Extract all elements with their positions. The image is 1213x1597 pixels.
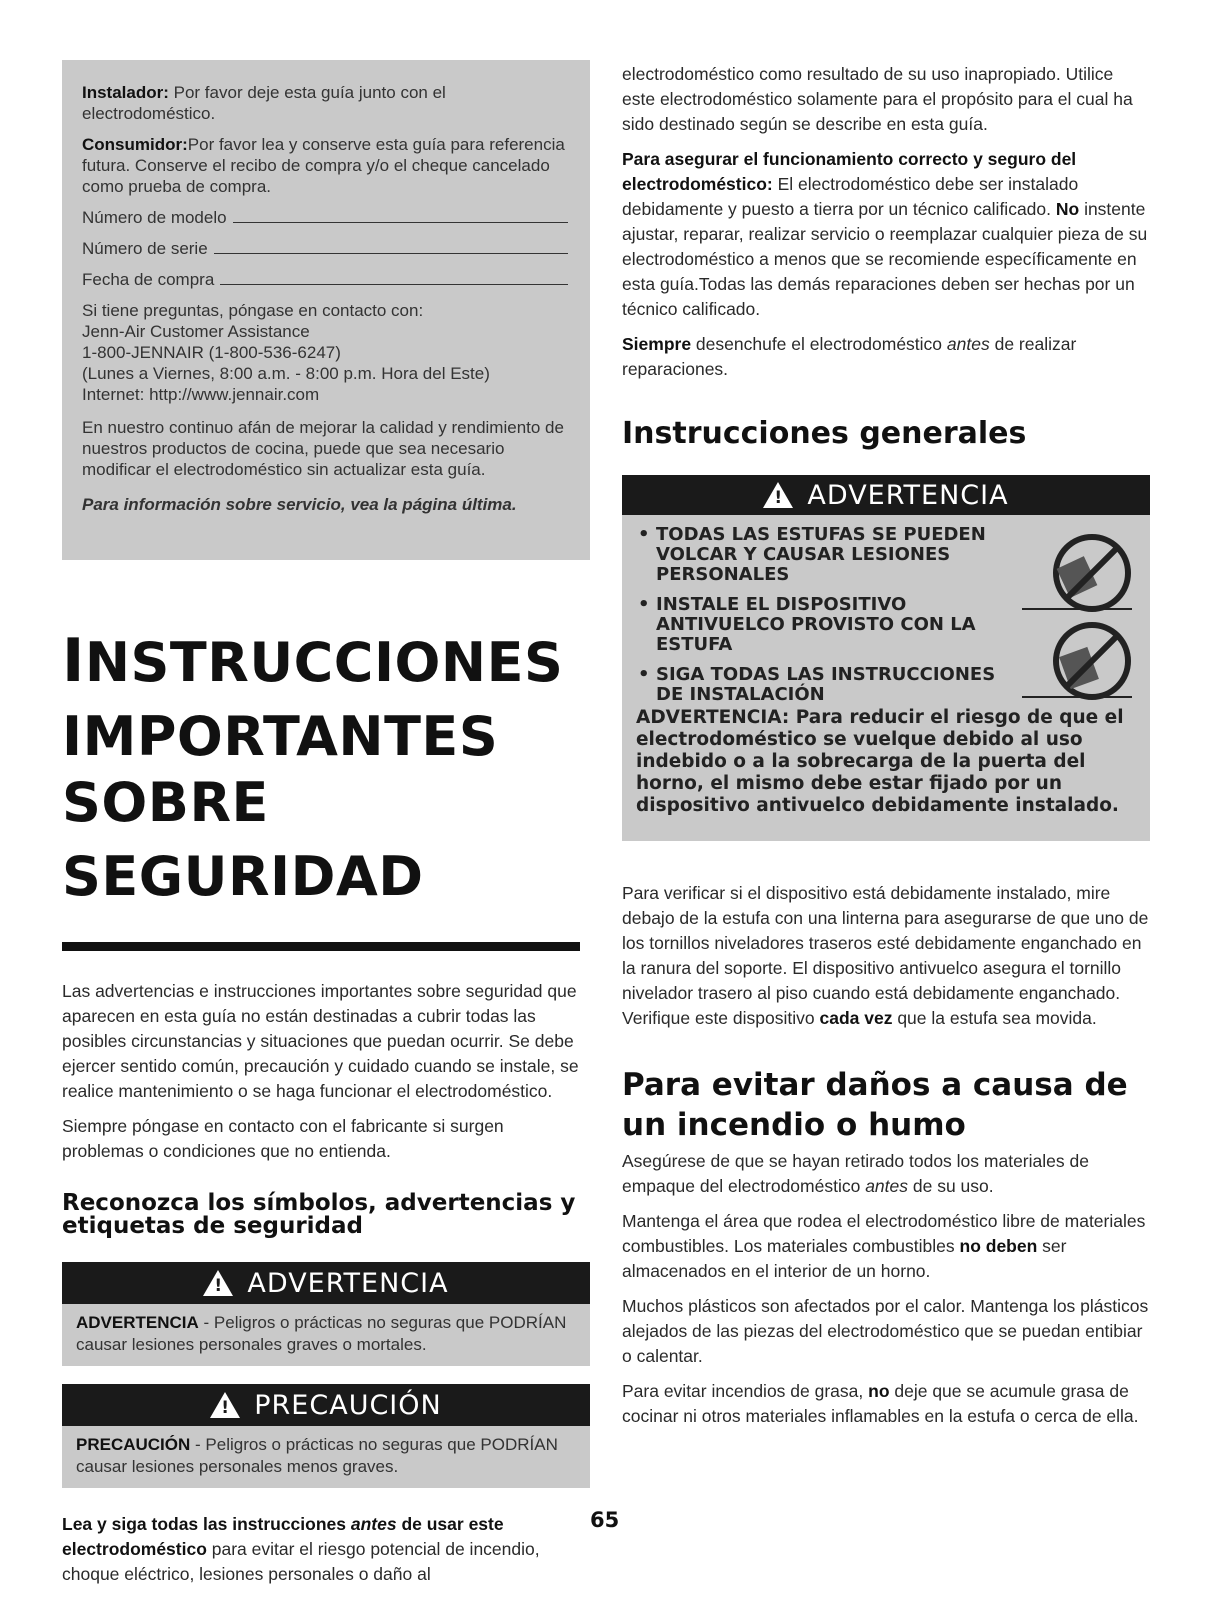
- caution-definition-box: [62, 1384, 590, 1488]
- anti-tip-warning-box: [622, 475, 1150, 841]
- anti-tip-device-icon: [1022, 621, 1132, 701]
- warning-triangle-icon: !: [210, 1392, 240, 1418]
- improvement-note: En nuestro continuo afán de mejorar la calidad y rendimiento de nuestros productos de cocina, puede que sea necesario modificar el electrodoméstico sin actualizar esta guía.: [82, 418, 564, 479]
- contact-manufacturer-paragraph: Siempre póngase en contacto con el fabricante si surgen problemas o condiciones que no entienda.: [62, 1116, 504, 1161]
- installation-paragraph: Para asegurar el funcionamiento correcto y seguro del electrodoméstico: El electrodoméstico debe ser instalado debidamente y puesto a tierra por un técnico calificado. No instente ajustar, reparar, realizar servicio o reemplazar cualquier pieza de su electrodoméstico a menos que se recomiende específicamente en esta guía.Todas las demás reparaciones deben ser hechas por un técnico calificado.: [622, 149, 1148, 319]
- left-column: [62, 60, 590, 1597]
- owner-info-box: [62, 60, 590, 560]
- purchase-date-field: Fecha de compra: [82, 269, 568, 290]
- title-divider: [62, 942, 580, 951]
- consumer-note: Consumidor:Por favor lea y conserve esta guía para referencia futura. Conserve el recibo de compra y/o el cheque cancelado como prueba de compra.: [82, 135, 565, 196]
- installer-note: Instalador: Por favor deje esta guía junto con el electrodoméstico.: [82, 83, 446, 123]
- anti-tip-list: [638, 525, 998, 715]
- warning-header: ! ADVERTENCIA: [62, 1262, 590, 1304]
- caution-definition: PRECAUCIÓN - Peligros o prácticas no seguras que PODRÍAN causar lesiones personales menos graves.: [76, 1435, 558, 1476]
- tipping-range-icon: [1022, 533, 1132, 613]
- unplug-paragraph: Siempre desenchufe el electrodoméstico antes de realizar reparaciones.: [622, 334, 1077, 379]
- caution-header: ! PRECAUCIÓN: [62, 1384, 590, 1426]
- warning-triangle-icon: !: [763, 482, 793, 508]
- warning-triangle-icon: !: [203, 1270, 233, 1296]
- list-item: • TODAS LAS ESTUFAS SE PUEDEN VOLCAR Y CAUSAR LESIONES PERSONALES: [638, 524, 986, 585]
- fire-smoke-heading: Para evitar daños a causa de un incendio o humo: [622, 1067, 1128, 1143]
- list-item: • INSTALE EL DISPOSITIVO ANTIVUELCO PROVISTO CON LA ESTUFA: [638, 594, 976, 655]
- page-number: 65: [590, 1508, 620, 1532]
- website-link[interactable]: Internet: http://www.jennair.com: [82, 385, 320, 404]
- list-item: • SIGA TODAS LAS INSTRUCCIONES DE INSTALACIÓN: [638, 664, 996, 705]
- general-instructions-heading: Instrucciones generales: [622, 416, 1027, 451]
- serial-number-field: Número de serie: [82, 238, 568, 259]
- anti-tip-warning-text: ADVERTENCIA: Para reducir el riesgo de que el electrodoméstico se vuelque debido al uso indebido o a la sobrecarga de la puerta del horno, el mismo debe estar fijado por un dispositivo antivuelco debidamente instalado.: [636, 707, 1124, 816]
- plastics-paragraph: Muchos plásticos son afectados por el calor. Mantenga los plásticos alejados de las piezas del electrodoméstico que se puedan entibiar o calentar.: [622, 1296, 1149, 1366]
- continued-paragraph: electrodoméstico como resultado de su uso inapropiado. Utilice este electrodoméstico solamente para el propósito para el cual ha sido destinado según se describe en esta guía.: [622, 64, 1133, 134]
- page-title: INSTRUCCIONES IMPORTANTES SOBRE SEGURIDAD: [62, 626, 564, 908]
- contact-block: Si tiene preguntas, póngase en contacto con: Jenn-Air Customer Assistance 1-800-JENNAIR (1-800-536-6247) (Lunes a Viernes, 8:00 a.m. - 8:00 p.m. Hora del Este) Internet: http://www.jennair.com: [82, 301, 490, 404]
- service-note: Para información sobre servicio, vea la página última.: [82, 495, 517, 514]
- model-number-field: Número de modelo: [82, 207, 568, 228]
- verify-device-paragraph: Para verificar si el dispositivo está debidamente instalado, mire debajo de la estufa con una linterna para asegurarse de que uno de los tornillos niveladores traseros esté debidamente enganchado en la ranura del soporte. El dispositivo antivuelco asegura el tornillo nivelador trasero al piso cuando está debidamente enganchado. Verifique este dispositivo cada vez que la estufa sea movida.: [622, 883, 1149, 1028]
- intro-paragraph: Las advertencias e instrucciones importantes sobre seguridad que aparecen en esta guía no están destinadas a cubrir todas las posibles circunstancias y situaciones que puedan ocurrir. Se debe ejercer sentido común, precaución y cuidado cuando se instale, se realice mantenimiento o se haga funcionar el electrodoméstico.: [62, 981, 579, 1101]
- warning-definition-box: [62, 1262, 590, 1366]
- read-instructions-paragraph: Lea y siga todas las instrucciones antes de usar este electrodoméstico para evitar el riesgo potencial de incendio, choque eléctrico, lesiones personales o daño al: [62, 1514, 540, 1584]
- right-column: [622, 62, 1150, 1439]
- grease-fire-paragraph: Para evitar incendios de grasa, no deje que se acumule grasa de cocinar ni otros materiales inflamables en la estufa o cerca de ella.: [622, 1381, 1139, 1426]
- anti-tip-warning-header: ! ADVERTENCIA: [622, 475, 1150, 515]
- warning-definition: ADVERTENCIA - Peligros o prácticas no seguras que PODRÍAN causar lesiones personales graves o mortales.: [76, 1313, 567, 1354]
- packaging-paragraph: Asegúrese de que se hayan retirado todos los materiales de empaque del electrodoméstico antes de su uso.: [622, 1151, 1089, 1196]
- combustibles-paragraph: Mantenga el área que rodea el electrodoméstico libre de materiales combustibles. Los materiales combustibles no deben ser almacenados en el interior de un horno.: [622, 1211, 1146, 1281]
- safety-symbols-heading: Reconozca los símbolos, advertencias y etiquetas de seguridad: [62, 1190, 576, 1239]
